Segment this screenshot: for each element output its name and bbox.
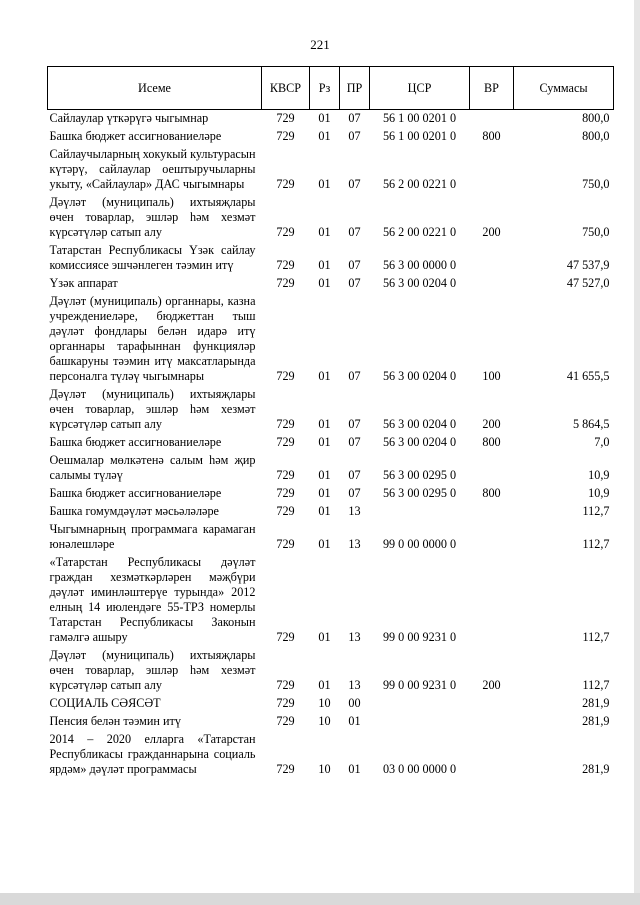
cell-sum: 112,7	[582, 537, 610, 551]
cell-csr: 99 0 00 0000 0	[382, 537, 457, 551]
cell-pr: 01	[348, 714, 361, 728]
cell-kvsr: 729	[276, 276, 295, 290]
table-row	[48, 386, 614, 434]
cell-vr	[470, 242, 514, 275]
cell-rz: 01	[318, 258, 331, 272]
cell-vr: 200	[482, 225, 501, 239]
cell-kvsr: 729	[276, 435, 295, 449]
cell-rz: 10	[318, 696, 331, 710]
cell-sum: 281,9	[582, 714, 610, 728]
cell-vr	[470, 503, 514, 521]
cell-vr: 800	[482, 486, 501, 500]
cell-pr: 07	[348, 435, 361, 449]
table-row	[48, 146, 614, 194]
cell-kvsr: 729	[276, 129, 295, 143]
cell-sum: 5 864,5	[572, 417, 610, 431]
table-row	[48, 695, 614, 713]
cell-sum: 112,7	[582, 678, 610, 692]
cell-name: Дәүләт (муниципаль) ихтыяҗлары өчен товарлар, эшләр һәм хезмәт күрсәтүләр сатып алу	[49, 195, 256, 239]
cell-pr: 07	[348, 417, 361, 431]
cell-csr	[370, 503, 470, 521]
cell-pr: 07	[348, 486, 361, 500]
cell-vr: 800	[482, 435, 501, 449]
table-row	[48, 647, 614, 695]
table-row	[48, 731, 614, 779]
cell-rz: 01	[318, 177, 331, 191]
table-row	[48, 713, 614, 731]
cell-pr: 07	[348, 468, 361, 482]
cell-pr: 07	[348, 225, 361, 239]
cell-sum: 112,7	[582, 504, 610, 518]
cell-vr: 800	[482, 129, 501, 143]
table-row	[48, 485, 614, 503]
cell-name: Башка бюджет ассигнованиеләре	[49, 486, 222, 500]
table-row	[48, 434, 614, 452]
cell-pr: 07	[348, 276, 361, 290]
cell-name: Татарстан Республикасы Үзәк сайлау комиссиясе эшчәнлеген тәэмин итү	[49, 243, 256, 272]
cell-sum: 7,0	[594, 435, 610, 449]
header-sum: Суммасы	[514, 67, 614, 110]
header-rz: Рз	[310, 67, 340, 110]
table-row	[48, 110, 614, 129]
cell-csr: 03 0 00 0000 0	[382, 762, 457, 776]
cell-csr: 56 2 00 0221 0	[382, 177, 457, 191]
cell-kvsr: 729	[276, 225, 295, 239]
cell-kvsr: 729	[276, 486, 295, 500]
table-row	[48, 275, 614, 293]
cell-kvsr: 729	[276, 177, 295, 191]
header-name: Исеме	[48, 67, 262, 110]
table-row	[48, 293, 614, 386]
cell-rz: 01	[318, 129, 331, 143]
cell-sum: 281,9	[582, 696, 610, 710]
cell-rz: 01	[318, 678, 331, 692]
cell-vr	[470, 110, 514, 129]
cell-rz: 01	[318, 369, 331, 383]
table-header-row	[48, 67, 614, 110]
cell-kvsr: 729	[276, 678, 295, 692]
header-kvsr: КВСР	[262, 67, 310, 110]
cell-vr	[470, 521, 514, 554]
table-row	[48, 521, 614, 554]
cell-rz: 01	[318, 468, 331, 482]
table-row	[48, 242, 614, 275]
cell-rz: 10	[318, 714, 331, 728]
cell-csr: 56 3 00 0000 0	[382, 258, 457, 272]
cell-kvsr: 729	[276, 537, 295, 551]
cell-csr: 56 3 00 0204 0	[382, 369, 457, 383]
cell-name: Дәүләт (муниципаль) органнары, казна учреждениеләре, бюджеттан тыш дәүләт фондлары белән идарә итү органнары тарафыннан функцияләр башкаруны тәэмин итү максатларында персоналга түләү чыгымнары	[49, 294, 256, 383]
table-body	[48, 110, 614, 780]
cell-name: Сайлаучыларның хокукый культурасын күтәрү, сайлаулар оештыручыларны укыту, «Сайлаулар» ДАС чыгымнары	[49, 147, 256, 191]
cell-sum: 47 537,9	[566, 258, 610, 272]
header-csr: ЦСР	[370, 67, 470, 110]
cell-csr: 56 1 00 0201 0	[382, 129, 457, 143]
cell-name: СОЦИАЛЬ СӘЯСӘТ	[49, 696, 161, 710]
cell-sum: 112,7	[582, 630, 610, 644]
cell-pr: 07	[348, 129, 361, 143]
cell-rz: 01	[318, 111, 331, 125]
cell-pr: 13	[348, 504, 361, 518]
cell-sum: 750,0	[582, 225, 610, 239]
cell-kvsr: 729	[276, 468, 295, 482]
cell-csr: 56 3 00 0204 0	[382, 417, 457, 431]
cell-sum: 750,0	[582, 177, 610, 191]
cell-name: Пенсия белән тәэмин итү	[49, 714, 181, 728]
cell-kvsr: 729	[276, 714, 295, 728]
table-row	[48, 554, 614, 647]
cell-csr: 56 3 00 0204 0	[382, 435, 457, 449]
cell-name: «Татарстан Республикасы дәүләт граждан хезмәткәрләрен мәҗбүри дәүләт иминләштерүе турында» 2012 елның 14 июлендәге 55-ТРЗ номерлы Татарстан Республикасы Законын гамәлгә ашыру	[49, 555, 256, 644]
cell-kvsr: 729	[276, 369, 295, 383]
cell-csr	[370, 695, 470, 713]
cell-pr: 00	[348, 696, 361, 710]
cell-csr: 56 3 00 0295 0	[382, 468, 457, 482]
cell-name: Башка бюджет ассигнованиеләре	[49, 129, 222, 143]
cell-rz: 01	[318, 486, 331, 500]
cell-vr	[470, 146, 514, 194]
cell-kvsr: 729	[276, 696, 295, 710]
scan-bottom	[0, 893, 640, 905]
table-row	[48, 452, 614, 485]
cell-csr: 56 1 00 0201 0	[382, 111, 457, 125]
cell-sum: 800,0	[582, 129, 610, 143]
cell-name: 2014 – 2020 елларга «Татарстан Республикасы гражданнарына социаль ярдәм» дәүләт программасы	[49, 732, 256, 776]
cell-kvsr: 729	[276, 762, 295, 776]
cell-name: Үзәк аппарат	[49, 276, 118, 290]
cell-csr	[370, 713, 470, 731]
cell-sum: 281,9	[582, 762, 610, 776]
cell-vr	[470, 713, 514, 731]
header-vr: ВР	[470, 67, 514, 110]
cell-rz: 01	[318, 225, 331, 239]
cell-kvsr: 729	[276, 417, 295, 431]
cell-kvsr: 729	[276, 111, 295, 125]
cell-pr: 13	[348, 678, 361, 692]
cell-vr	[470, 554, 514, 647]
cell-rz: 01	[318, 537, 331, 551]
cell-pr: 07	[348, 369, 361, 383]
header-pr: ПР	[340, 67, 370, 110]
scan-edge	[634, 0, 640, 905]
cell-name: Башка бюджет ассигнованиеләре	[49, 435, 222, 449]
cell-vr	[470, 731, 514, 779]
table-row	[48, 128, 614, 146]
cell-csr: 56 2 00 0221 0	[382, 225, 457, 239]
cell-vr	[470, 695, 514, 713]
cell-vr: 200	[482, 417, 501, 431]
cell-vr	[470, 275, 514, 293]
cell-rz: 01	[318, 417, 331, 431]
cell-rz: 01	[318, 435, 331, 449]
cell-csr: 99 0 00 9231 0	[382, 630, 457, 644]
cell-sum: 41 655,5	[566, 369, 610, 383]
table-row	[48, 503, 614, 521]
cell-kvsr: 729	[276, 630, 295, 644]
cell-pr: 13	[348, 630, 361, 644]
page-number: 221	[310, 37, 330, 52]
cell-name: Башка гомумдәүләт мәсьәләләре	[49, 504, 219, 518]
cell-csr: 99 0 00 9231 0	[382, 678, 457, 692]
budget-table	[47, 66, 614, 779]
cell-sum: 800,0	[582, 111, 610, 125]
table-row	[48, 194, 614, 242]
cell-name: Сайлаулар үткәрүгә чыгымнар	[49, 111, 209, 125]
cell-name: Чыгымнарның программага карамаган юнәлешләре	[49, 522, 256, 551]
cell-vr: 100	[482, 369, 501, 383]
cell-pr: 01	[348, 762, 361, 776]
cell-pr: 07	[348, 258, 361, 272]
cell-pr: 07	[348, 177, 361, 191]
cell-sum: 10,9	[588, 468, 610, 482]
cell-csr: 56 3 00 0295 0	[382, 486, 457, 500]
cell-csr: 56 3 00 0204 0	[382, 276, 457, 290]
cell-vr	[470, 452, 514, 485]
cell-kvsr: 729	[276, 504, 295, 518]
cell-name: Дәүләт (муниципаль) ихтыяҗлары өчен товарлар, эшләр һәм хезмәт күрсәтүләр сатып алу	[49, 648, 256, 692]
cell-name: Оешмалар мөлкәтенә салым һәм җир салымы түләү	[49, 453, 256, 482]
cell-pr: 13	[348, 537, 361, 551]
cell-rz: 01	[318, 504, 331, 518]
cell-vr: 200	[482, 678, 501, 692]
cell-rz: 01	[318, 276, 331, 290]
cell-sum: 47 527,0	[566, 276, 610, 290]
cell-rz: 01	[318, 630, 331, 644]
cell-name: Дәүләт (муниципаль) ихтыяҗлары өчен товарлар, эшләр һәм хезмәт күрсәтүләр сатып алу	[49, 387, 256, 431]
cell-kvsr: 729	[276, 258, 295, 272]
cell-pr: 07	[348, 111, 361, 125]
cell-sum: 10,9	[588, 486, 610, 500]
cell-rz: 10	[318, 762, 331, 776]
